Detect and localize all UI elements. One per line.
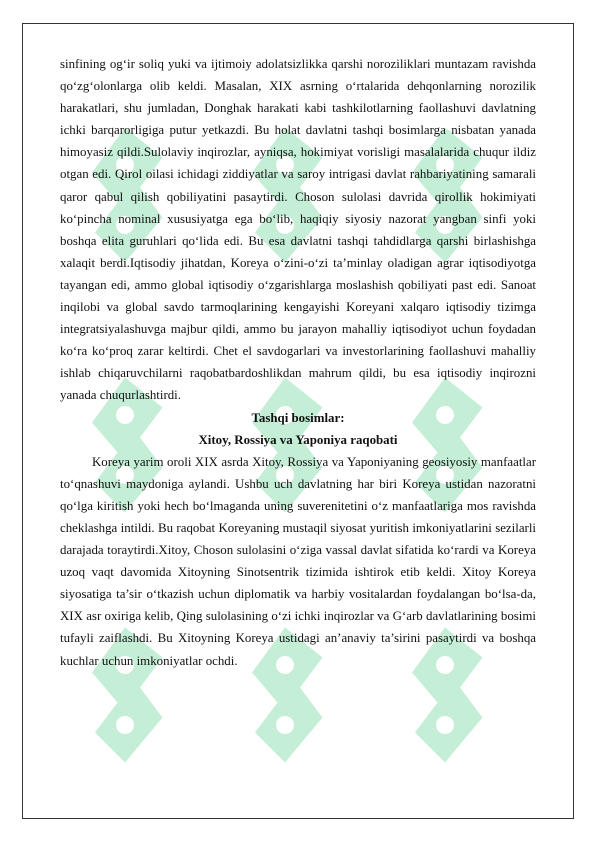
body-paragraph: sinfining og‘ir soliq yuki va ijtimoiy adolatsizlikka qarshi noroziliklari muntazam ravishda qo‘zg‘olonlarga olib keldi. Masalan, XIX asrning o‘rtalarida dehqonlarning norozilik harakatlari, shu jumladan, Donghak harakati kabi tashkilotlarning faollashuvi davlatning ichki barqarorligiga putur yetkazdi. Bu holat davlatni tashqi bosimlarga nisbatan yanada himoyasiz qildi.Sulolaviy inqirozlar, ayniqsa, hokimiyat vorisligi masalalarida chuqur ildiz otgan edi. Qirol oilasi ichidagi ziddiyatlar va saroy intrigasi davlat rahbariyatining samarali qaror qabul qilish qobiliyatini pasaytirdi. Choson sulolasi davrida qirollik hokimiyati ko‘pincha nominal xususiyatga ega bo‘lib, haqiqiy siyosiy nazorat yangban sinfi yoki boshqa elita guruhlari qo‘lida edi. Bu esa davlatni tashqi tahdidlarga qarshi birlashishga xalaqit berdi.Iqtisodiy jihatdan, Koreya o‘zini-o‘zi ta’minlay oladigan agrar iqtisodiyotga tayangan edi, ammo global iqtisodiy o‘zgarishlarga moslashish qobiliyati past edi. Sanoat inqilobi va global savdo tarmoqlarining kengayishi Koreyani xalqaro iqtisodiy tizimga integratsiyalashuvga majbur qildi, ammo bu jarayon mahalliy iqtisodiyot uchun foydadan ko‘ra ko‘proq zarar keltirdi. Chet el savdogarlari va investorlarining faollashuvi mahalliy ishlab chiqaruvchilarni raqobatbardoshlikdan mahrum qildi, bu esa iqtisodiy inqirozni yanada chuqurlashtirdi. xyxy=(60,57,536,403)
section-subheading: Xitoy, Rossiya va Yaponiya raqobati xyxy=(198,432,398,447)
document-body xyxy=(60,53,536,672)
body-paragraph: Koreya yarim oroli XIX asrda Xitoy, Rossiya va Yaponiyaning geosiyosiy manfaatlar to‘qnashuvi maydoniga aylandi. Ushbu uch davlatning har biri Koreya ustidan nazoratni qo‘lga kiritish yoki hech bo‘lmaganda uning suverenitetini o‘z manfaatlariga mos ravishda cheklashga intildi. Bu raqobat Koreyaning mustaqil siyosat yuritish imkoniyatlarini sezilarli darajada toraytirdi.Xitoy, Choson sulolasini o‘ziga vassal davlat sifatida ko‘rardi va Koreya uzoq vaqt davomida Xitoyning Sinotsentrik tizimida ishtirok etib keldi. Xitoy Koreya siyosatiga ta’sir o‘tkazish uchun diplomatik va harbiy vositalardan foydalangan bo‘lsa-da, XIX asr oxiriga kelib, Qing sulolasining o‘zi ichki inqirozlar va G‘arb davlatlarining bosimi tufayli zaiflashdi. Bu Xitoyning Koreya ustidagi an’anaviy ta’sirini pasaytirdi va boshqa kuchlar uchun imkoniyatlar ochdi. xyxy=(60,454,536,668)
section-heading: Tashqi bosimlar: xyxy=(251,410,345,425)
